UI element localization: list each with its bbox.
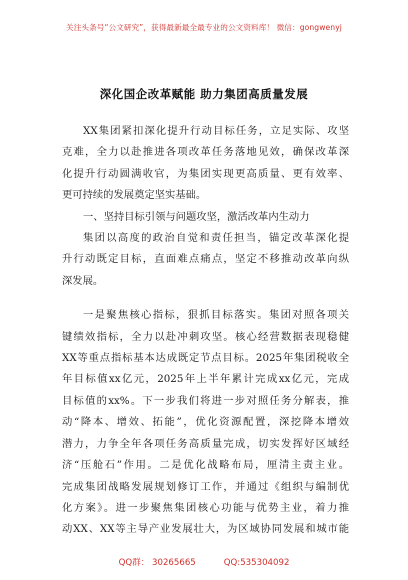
paragraph-spacer: [62, 292, 349, 305]
paragraph-line: 济“压舱石”作用。二是优化战略布局，厘清主责主业。: [62, 459, 349, 472]
paragraph-line: 年目标值xx亿元，2025年上半年累计完成xx亿元，完成: [62, 373, 349, 386]
section-heading: 一、坚持目标引领与问题攻坚，激活改革内生动力: [83, 210, 310, 223]
paragraph-line: 化方案》。进一步聚焦集团核心功能与优势主业，着力推: [62, 501, 349, 514]
paragraph-line: 化提升行动圆满收官，为集团实现更高质量、更有效率、: [62, 167, 349, 180]
header-note: 关注头条号“公文研究”，获得最新最全最专业的公文资料库！ 微信：gongwenyj: [66, 23, 342, 32]
footer-qq-group: QQ群： 30265665: [118, 558, 196, 568]
paragraph-line: 集团以高度的政治自觉和责任担当，锚定改革深化提: [83, 232, 349, 245]
paragraph-line: 完成集团战略发展规划修订工作，并通过《组织与编制优: [62, 480, 349, 493]
document-title: 深化国企改革赋能 助力集团高质量发展: [99, 87, 309, 101]
paragraph-line: 键绩效指标，全力以赴冲刺攻坚。核心经营数据表现稳健: [62, 330, 349, 343]
paragraph-line: XX集团紧扣深化提升行动目标任务，立足实际、攻坚: [83, 125, 349, 137]
paragraph-line: 深发展。: [62, 274, 104, 287]
paragraph-line: 更可持续的发展奠定坚实基础。: [62, 189, 207, 202]
footer-contact: [0, 556, 408, 568]
paragraph-line: 目标值的xx%。下一步我们将进一步对照任务分解表，推: [62, 394, 349, 407]
paragraph-line: 潜力，力争全年各项任务高质量完成，切实发挥好区域经: [62, 437, 349, 450]
paragraph-line: 升行动既定目标，直面难点痛点，坚定不移推动改革向纵: [62, 253, 349, 266]
paragraph-line: XX等重点指标基本达成既定节点目标。2025年集团税收全: [62, 352, 349, 365]
document-body: [62, 121, 349, 541]
paragraph-line: 克难，全力以赴推进各项改革任务落地见效，确保改革深: [62, 146, 349, 159]
paragraph-line: 动“降本、增效、拓能”，优化资源配置，深挖降本增效: [62, 416, 349, 429]
paragraph-line: 动XX、XX等主导产业发展壮大，为区域协同发展和城市能: [62, 523, 349, 536]
paragraph-line: 一是聚焦核心指标，狠抓目标落实。集团对照各项关: [83, 309, 349, 322]
footer-qq: QQ:535304092: [223, 558, 290, 568]
